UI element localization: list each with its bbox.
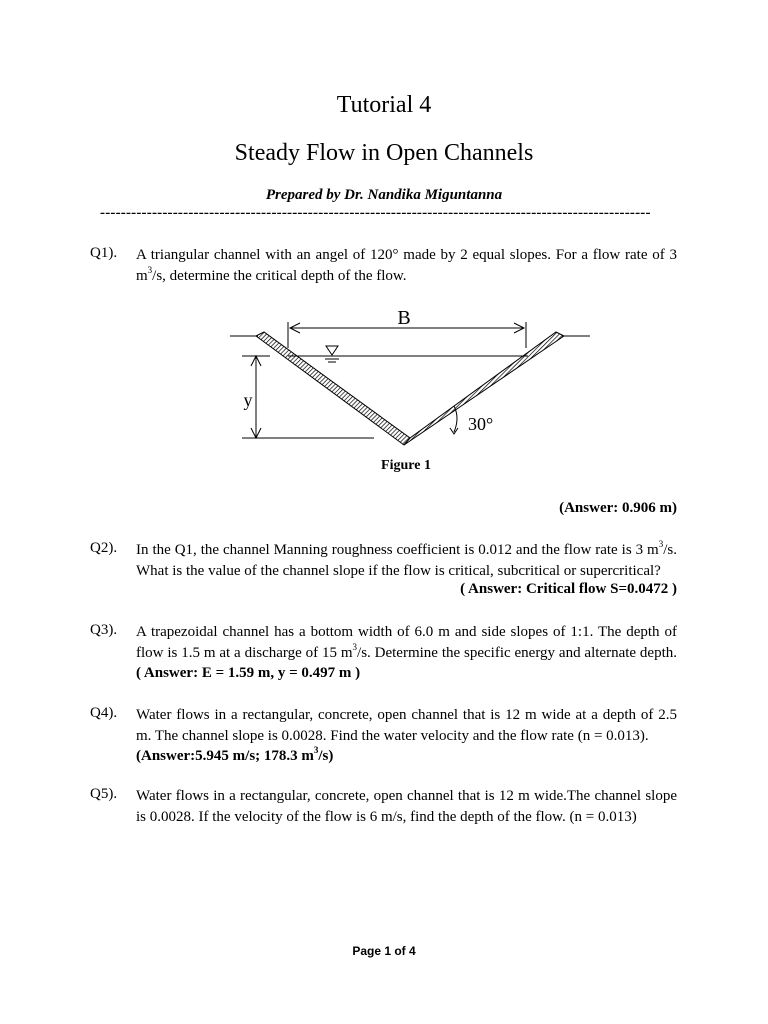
q4-answer: (Answer:5.945 m/s; 178.3 $m^3/s$): [136, 745, 334, 764]
q3-text: A trapezoidal channel has a bottom width of 6.0 m and side slopes of 1:1. The depth of flow is 1.5 m at a discharge of 15 $m^3/s$. Determine the specific energy and alternate depth. ( Answer: E = 1.59 m, y = 0.497 m ): [136, 624, 677, 681]
dashed-divider: ----------------------------------------------------------------------------------------------------------: [100, 205, 651, 221]
q3-answer: ( Answer: E = 1.59 m, y = 0.497 m ): [136, 665, 361, 681]
width-label: B: [397, 307, 411, 329]
author-line: Prepared by Dr. Nandika Miguntanna: [265, 187, 503, 203]
page-number: Page 1 of 4: [352, 944, 416, 958]
figure-1-channel-diagram: [228, 300, 608, 450]
q2-text: In the Q1, the channel Manning roughness coefficient is 0.012 and the flow rate is 3 $m^3/s$. What is the value of the channel slope if the flow is critical, subcritical or supercritical?: [136, 539, 677, 579]
left-channel-wall: [256, 332, 410, 445]
q3-number: Q3).: [90, 622, 118, 638]
depth-label: y: [243, 390, 253, 410]
q1-number: Q1).: [90, 245, 118, 261]
page-title: Tutorial 4: [336, 92, 432, 118]
q2-number: Q2).: [90, 540, 118, 556]
angle-label: 30°: [468, 414, 494, 434]
page-subtitle: Steady Flow in Open Channels: [234, 140, 534, 166]
q1-answer: (Answer: 0.906 m): [559, 500, 677, 516]
q4-text: Water flows in a rectangular, concrete, open channel that is 12 m wide at a depth of 2.5 m. The channel slope is 0.0028. Find the water velocity and the flow rate (n = 0.013). (Answer:5.945 m/s; 178.3 $m^3/s$): [136, 707, 677, 764]
figure-caption: Figure 1: [381, 458, 431, 473]
q5-text: Water flows in a rectangular, concrete, open channel that is 12 m wide.The channel slope is 0.0028. If the velocity of the flow is 6 m/s, find the depth of the flow. (n = 0.013): [136, 788, 677, 825]
q5-number: Q5).: [90, 786, 118, 802]
q2-answer: ( Answer: Critical flow S=0.0472 ): [460, 581, 677, 597]
q1-text: A triangular channel with an angel of 120° made by 2 equal slopes. For a flow rate of 3 $m^3/s$, determine the critical depth of the flow.: [136, 247, 677, 284]
inverted-triangle-icon: [325, 346, 339, 362]
q4-number: Q4).: [90, 705, 118, 721]
